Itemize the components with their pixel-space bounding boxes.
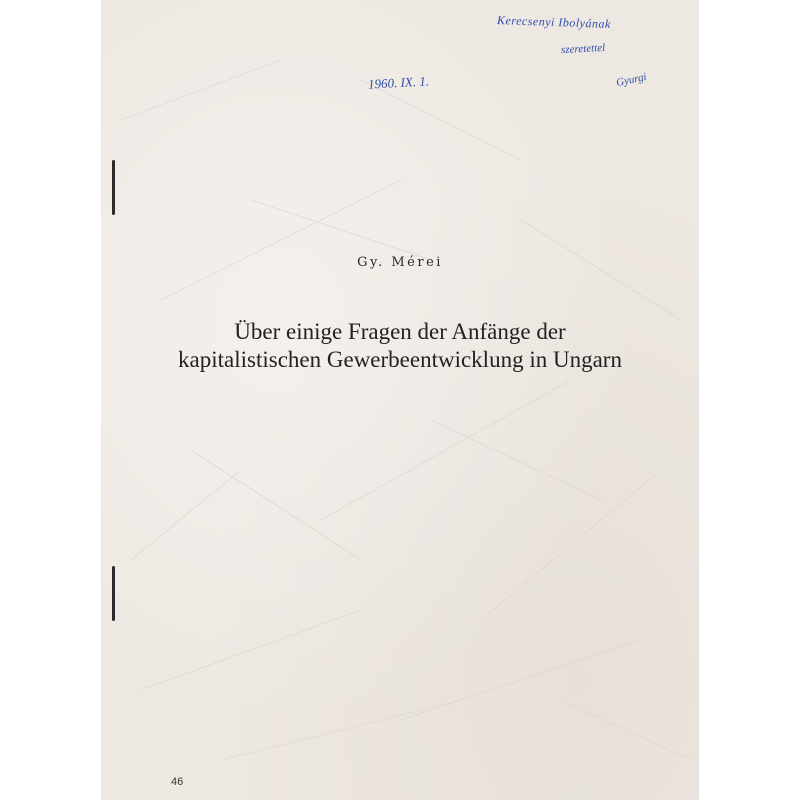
handwritten-date: 1960. IX. 1. [367, 73, 430, 92]
title-line-2: kapitalistischen Gewerbeentwicklung in Ungarn [178, 347, 622, 372]
staple-top [112, 160, 115, 215]
handwritten-dedication-line-2: szeretettel [560, 41, 606, 57]
document-title [101, 318, 699, 374]
handwritten-signature: Gyurgi [615, 70, 648, 90]
paper-texture [101, 0, 699, 800]
page-number: 46 [171, 776, 184, 788]
handwritten-dedication-line-1: Kerecsenyi Ibolyának [496, 13, 612, 31]
document-cover [101, 0, 699, 800]
author-name: Gy. Mérei [357, 255, 443, 270]
staple-bottom [112, 566, 115, 621]
title-line-1: Über einige Fragen der Anfänge der [234, 319, 566, 344]
